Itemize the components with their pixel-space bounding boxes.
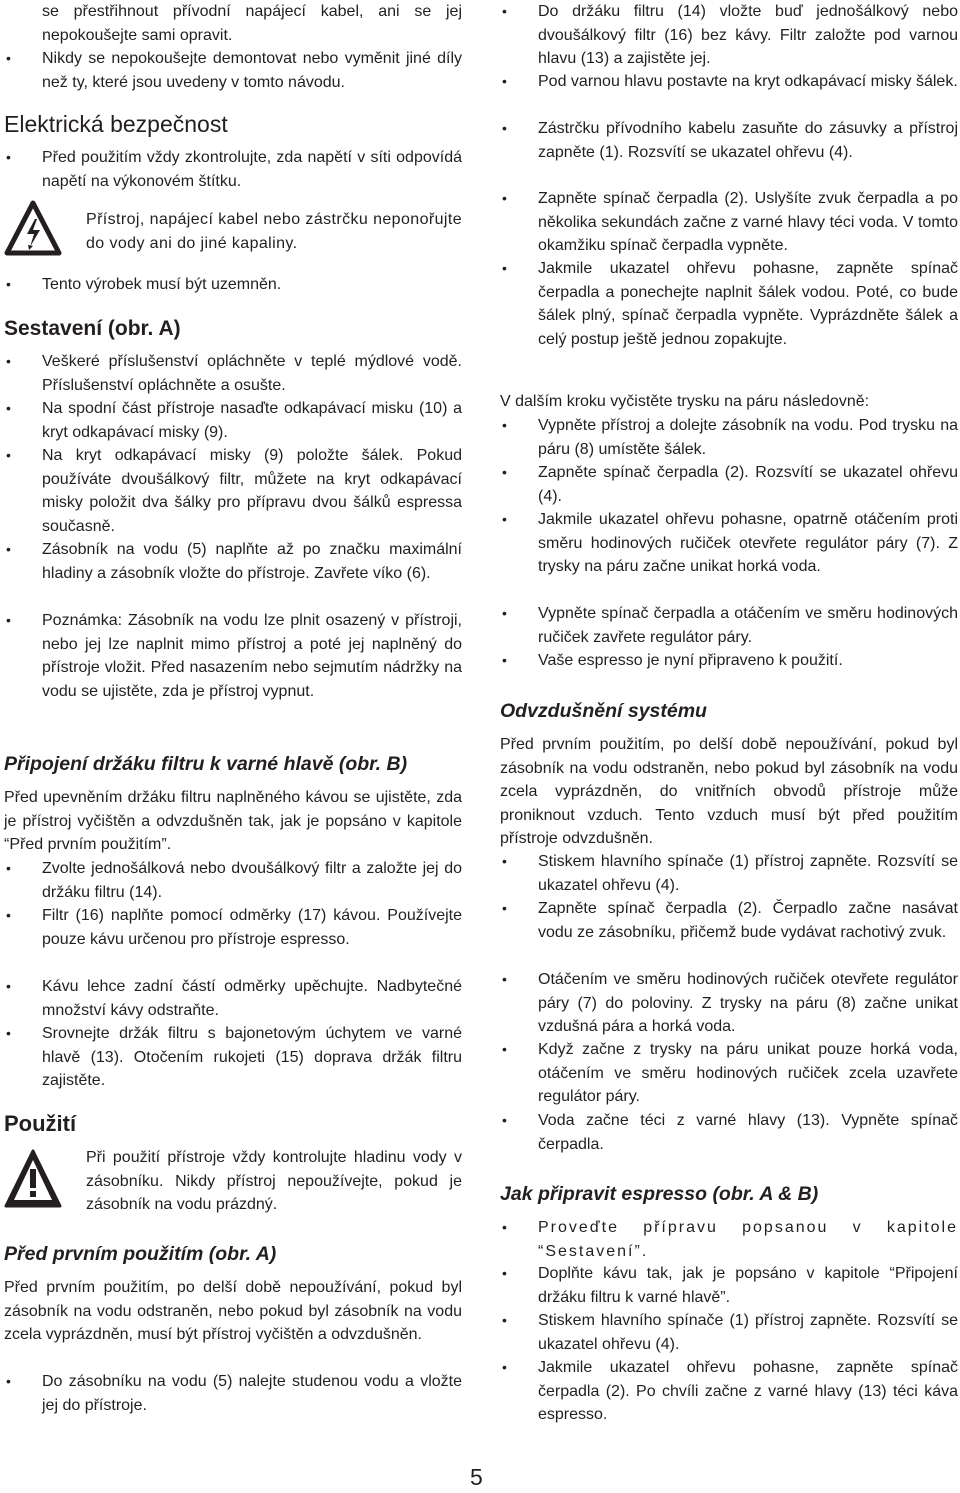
warning-text: Při použití přístroje vždy kontrolujte hladinu vody v zásobníku. Nikdy přístroj nepoužívejte, pokud je zásobník na vodu prázdný. [86,1149,462,1213]
list-item: • Vypněte přístroj a dolejte zásobník na vodu. Pod trysku na páru (8) umístěte šálek. [502,417,958,458]
page-number: 5 [470,1464,483,1490]
list-item: • Voda začne téci z varné hlavy (13). Vypněte spínač čerpadla. [502,1112,958,1153]
list-item: • Vaše espresso je nyní připraveno k použití. [502,652,843,669]
bleed-intro: Před prvním použitím, po delší době nepoužívání, pokud byl zásobník na vodu odstraněn, nebo pokud byl zásobník na vodu zcela vyprázdněn, do vnitřních obvodů přístroje může proniknout vzduch. Tento vzduch musí být před použitím přístroje odvzdušněn. [500,736,958,847]
list-item: • Doplňte kávu tak, jak je popsáno v kapitole “Připojení držáku filtru k varné hlavě”. [502,1265,958,1306]
warning-text: Přístroj, napájecí kabel nebo zástrčku neponořujte do vody ani do jiné kapaliny. [86,211,462,252]
assembly-list [4,350,462,397]
list-item: • Filtr (16) naplňte pomocí odměrky (17) kávou. Používejte pouze kávu určenou pro přístroje espresso. [6,907,462,948]
list-item: • Poznámka: Zásobník na vodu lze plnit osazený v přístroji, nebo jej lze naplnit mimo přístroj a poté jej naplněný do přístroje vložit. Před nasazením nebo sejmutím nádržky na vodu se ujistěte, zda je přístroj vypnut. [6,612,462,700]
electric-safety-heading: Elektrická bezpečnost [4,111,228,137]
list-item: • Jakmile ukazatel ohřevu pohasne, opatrně otáčením proti směru hodinových ručiček otevřete regulátor páry (7). Z trysky na páru začne unikat horká voda. [502,511,958,575]
list-item: • Tento výrobek musí být uzemněn. [6,276,282,293]
list-item: • Zásobník na vodu (5) naplňte až po značku maximální hladiny a zásobník vložte do přístroje. Zavřete víko (6). [6,541,462,582]
list-item: • Proveďte přípravu popsanou v kapitole “Sestavení”. [502,1219,958,1260]
list-item: • Otáčením ve směru hodinových ručiček otevřete regulátor páry (7) do poloviny. Z trysky na páru (8) začne unikat vzdušná pára a horká voda. [502,971,958,1035]
first-use-heading: Před prvním použitím (obr. A) [4,1243,277,1265]
list-item: • Jakmile ukazatel ohřevu pohasne, zapněte spínač čerpadla (2). Po chvíli začne z varné hlavy (13) téci káva espresso. [502,1359,958,1423]
espresso-heading: Jak připravit espresso (obr. A & B) [500,1183,819,1205]
intro-continuation [4,0,462,47]
list-item: • Stiskem hlavního spínače (1) přístroj zapněte. Rozsvítí se ukazatel ohřevu (4). [502,1312,958,1353]
use-warning [4,1146,462,1226]
list-item: • Když začne z trysky na páru unikat pouze horká voda, otáčením ve směru hodinových ručiček zcela uzavřete regulátor páry. [502,1041,958,1105]
list-item: • Jakmile ukazatel ohřevu pohasne, zapněte spínač čerpadla a ponechejte naplnit šálek vodou. Poté, co bude šálek plný, spínač čerpadla vypněte. Vyprázdněte šálek a celý postup ještě jednou zopakujte. [502,260,958,348]
assembly-heading: Sestavení (obr. A) [4,317,181,340]
list-item: • Zapněte spínač čerpadla (2). Čerpadlo začne nasávat vodu ze zásobníku, přičemž bude vydávat rachotivý zvuk. [502,900,958,941]
list-item: • Zástrčku přívodního kabelu zasuňte do zásuvky a přístroj zapněte (1). Rozsvítí se ukazatel ohřevu (4). [502,120,958,161]
warning-exclamation-icon [4,1148,62,1215]
list-item: • Kávu lehce zadní částí odměrky upěchujte. Nadbytečné množství kávy odstraňte. [6,978,462,1019]
first-use-intro: Před prvním použitím, po delší době nepoužívání, pokud byl zásobník na vodu odstraněn, nebo pokud byl zásobník na vodu zcela vyprázdněn, musí být přístroj vyčištěn a odvzdušněn. [4,1279,462,1343]
electric-warning [4,200,462,262]
list-item: • Zvolte jednošálková nebo dvoušálkový filtr a založte jej do držáku filtru (14). [6,860,462,901]
list-item: • Zapněte spínač čerpadla (2). Uslyšíte zvuk čerpadla a po několika sekundách začne z varné hlavy téci voda. V tomto okamžiku spínač čerpadla vypněte. [502,190,958,254]
list-item: • Stiskem hlavního spínače (1) přístroj zapněte. Rozsvítí se ukazatel ohřevu (4). [502,853,958,894]
filter-heading: Připojení držáku filtru k varné hlavě (obr. B) [4,753,408,775]
list-item: • Před použitím vždy zkontrolujte, zda napětí v síti odpovídá napětí na výkonovém štítku. [6,149,462,190]
list-item: • Srovnejte držák filtru s bajonetovým úchytem ve varné hlavě (13). Otočením rukojeti (15) doprava držák filtru zajistěte. [6,1025,462,1089]
list-item: • Do zásobníku na vodu (5) nalejte studenou vodu a vložte jej do přístroje. [6,1373,462,1414]
list-item: • Na kryt odkapávací misky (9) položte šálek. Pokud používáte dvoušálkový filtr, můžete na kryt odkapávací misky položit dva šálky pro přípravu dvou šálků espressa současně. [6,447,462,535]
bleed-heading: Odvzdušnění systému [500,700,707,722]
list-item: • Pod varnou hlavu postavte na kryt odkapávací misky šálek. [502,73,958,90]
list-item: • Do držáku filtru (14) vložte buď jednošálkový nebo dvoušálkový filtr (16) bez kávy. Filtr založte pod varnou hlavu (13) a zajistěte jej. [502,3,958,67]
list-item: • Veškeré příslušenství opláchněte v teplé mýdlové vodě. Příslušenství opláchněte a osušte. [6,353,462,394]
intro-text: se přestřihnout přívodní napájecí kabel, ani se jej nepokoušejte sami opravit. [42,3,462,44]
list-item: • Zapněte spínač čerpadla (2). Rozsvítí se ukazatel ohřevu (4). [502,464,958,505]
filter-intro: Před upevněním držáku filtru naplněného kávou se ujistěte, zda je přístroj vyčištěn a odvzdušněn tak, jak je popsáno v kapitole “Před prvním použitím”. [4,789,462,853]
list-item: • Na spodní část přístroje nasaďte odkapávací misku (10) a kryt odkapávací misky (9). [6,400,462,441]
steam-intro: V dalším kroku vyčistěte trysku na páru následovně: [500,393,870,410]
electric-hazard-icon [4,200,62,263]
use-heading: Použití [4,1111,77,1136]
list-item: • Vypněte spínač čerpadla a otáčením ve směru hodinových ručiček zavřete regulátor páry. [502,605,958,646]
list-item: • Nikdy se nepokoušejte demontovat nebo vyměnit jiné díly než ty, které jsou uvedeny v tomto návodu. [6,50,462,91]
